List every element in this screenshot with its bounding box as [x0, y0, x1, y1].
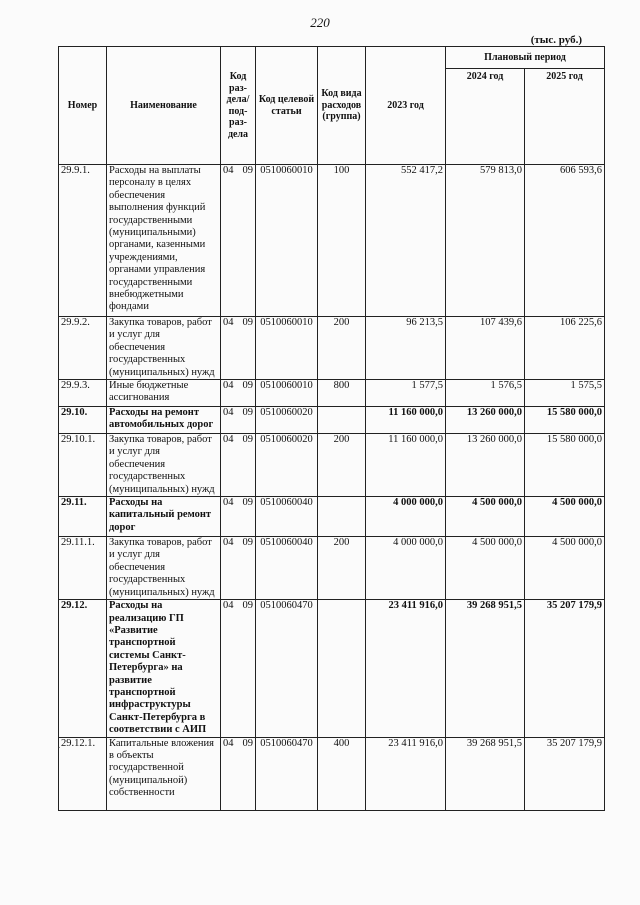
header-2025: 2025 год — [525, 69, 605, 165]
row-2024-value: 4 500 000,0 — [446, 537, 525, 600]
row-number: 29.10.1. — [59, 434, 107, 497]
row-2024-value: 39 268 951,5 — [446, 737, 525, 810]
row-section: 04 — [223, 165, 234, 176]
header-2023: 2023 год — [366, 47, 446, 165]
row-name: Расходы на выплаты персоналу в целях обеспечения выполнения функций государственными (муниципальными) органами, казенными учреждениями, органами управления государственными внебюджетными фондами — [107, 165, 221, 317]
row-2024-value: 13 260 000,0 — [446, 434, 525, 497]
row-subsection: 09 — [242, 407, 253, 419]
table-header — [59, 47, 605, 165]
row-subsection: 09 — [242, 380, 253, 392]
row-2024-value: 39 268 951,5 — [446, 600, 525, 737]
row-expense-type: 100 — [318, 165, 366, 317]
table-row — [59, 434, 605, 497]
row-subsection: 09 — [242, 537, 253, 549]
row-2025-value: 15 580 000,0 — [525, 434, 605, 497]
units-label: (тыс. руб.) — [530, 34, 582, 46]
row-section-code — [221, 407, 256, 434]
row-target-code: 0510060010 — [256, 380, 318, 407]
row-2023-value: 4 000 000,0 — [366, 497, 446, 537]
row-number: 29.11.1. — [59, 537, 107, 600]
row-number: 29.10. — [59, 407, 107, 434]
row-target-code: 0510060020 — [256, 407, 318, 434]
row-subsection: 09 — [242, 497, 253, 509]
row-section: 04 — [223, 497, 234, 509]
row-2023-value: 11 160 000,0 — [366, 407, 446, 434]
row-expense-type — [318, 497, 366, 537]
row-section: 04 — [223, 317, 234, 328]
row-2025-value: 35 207 179,9 — [525, 737, 605, 810]
row-subsection: 09 — [242, 600, 253, 612]
header-number: Номер — [59, 47, 107, 165]
row-2023-value: 4 000 000,0 — [366, 537, 446, 600]
row-expense-type: 200 — [318, 434, 366, 497]
row-expense-type: 800 — [318, 380, 366, 407]
row-2024-value: 107 439,6 — [446, 317, 525, 380]
row-subsection: 09 — [242, 317, 253, 328]
header-name: Наименование — [107, 47, 221, 165]
row-2025-value: 4 500 000,0 — [525, 537, 605, 600]
row-2024-value: 4 500 000,0 — [446, 497, 525, 537]
row-2023-value: 96 213,5 — [366, 317, 446, 380]
row-2025-value: 1 575,5 — [525, 380, 605, 407]
row-target-code: 0510060470 — [256, 600, 318, 737]
row-name: Закупка товаров, работ и услуг для обеспечения государственных (муниципальных) нужд — [107, 317, 221, 380]
row-number: 29.12. — [59, 600, 107, 737]
row-expense-type: 200 — [318, 537, 366, 600]
row-target-code: 0510060020 — [256, 434, 318, 497]
table-row — [59, 537, 605, 600]
row-section: 04 — [223, 737, 234, 749]
header-exp-type: Код вида расходов (группа) — [318, 47, 366, 165]
row-2025-value: 4 500 000,0 — [525, 497, 605, 537]
row-2023-value: 1 577,5 — [366, 380, 446, 407]
row-2024-value: 13 260 000,0 — [446, 407, 525, 434]
row-2025-value: 35 207 179,9 — [525, 600, 605, 737]
table-row — [59, 600, 605, 737]
table-row — [59, 317, 605, 380]
page-number: 220 — [310, 15, 330, 30]
row-section: 04 — [223, 537, 234, 549]
row-expense-type — [318, 600, 366, 737]
row-name: Расходы на реализацию ГП «Развитие транспортной системы Санкт-Петербурга» на развитие транспортной инфраструктуры Санкт-Петербурга в соответствии с АИП — [107, 600, 221, 737]
row-section-code — [221, 317, 256, 380]
table-body — [59, 165, 605, 811]
row-number: 29.9.1. — [59, 165, 107, 317]
table-row — [59, 407, 605, 434]
row-2025-value: 106 225,6 — [525, 317, 605, 380]
row-number: 29.9.3. — [59, 380, 107, 407]
row-section-code — [221, 737, 256, 810]
row-name: Расходы на капитальный ремонт дорог — [107, 497, 221, 537]
row-2023-value: 23 411 916,0 — [366, 600, 446, 737]
row-section: 04 — [223, 407, 234, 419]
table-row — [59, 380, 605, 407]
row-2024-value: 579 813,0 — [446, 165, 525, 317]
row-subsection: 09 — [242, 434, 253, 446]
row-section: 04 — [223, 600, 234, 612]
margin-mark: . — [58, 740, 61, 750]
row-number: 29.11. — [59, 497, 107, 537]
row-target-code: 0510060470 — [256, 737, 318, 810]
row-name: Закупка товаров, работ и услуг для обеспечения государственных (муниципальных) нужд — [107, 434, 221, 497]
row-section: 04 — [223, 434, 234, 446]
row-2023-value: 23 411 916,0 — [366, 737, 446, 810]
header-section: Код раз- дела/ под- раз- дела — [221, 47, 256, 165]
row-2023-value: 552 417,2 — [366, 165, 446, 317]
row-section-code — [221, 165, 256, 317]
header-2024: 2024 год — [446, 69, 525, 165]
row-subsection: 09 — [242, 165, 253, 176]
row-name: Иные бюджетные ассигнования — [107, 380, 221, 407]
row-section: 04 — [223, 380, 234, 392]
row-name: Расходы на ремонт автомобильных дорог — [107, 407, 221, 434]
budget-table — [58, 46, 605, 811]
row-number: 29.12.1. — [59, 737, 107, 810]
header-planned: Плановый период — [446, 47, 605, 69]
row-number: 29.9.2. — [59, 317, 107, 380]
row-name: Закупка товаров, работ и услуг для обеспечения государственных (муниципальных) нужд — [107, 537, 221, 600]
row-subsection: 09 — [242, 737, 253, 749]
row-section-code — [221, 434, 256, 497]
row-section-code — [221, 600, 256, 737]
row-expense-type: 200 — [318, 317, 366, 380]
header-target: Код целевой статьи — [256, 47, 318, 165]
table-row — [59, 497, 605, 537]
row-expense-type — [318, 407, 366, 434]
row-expense-type: 400 — [318, 737, 366, 810]
row-target-code: 0510060010 — [256, 317, 318, 380]
row-section-code — [221, 497, 256, 537]
row-name: Капитальные вложения в объекты государственной (муниципальной) собственности — [107, 737, 221, 810]
row-2025-value: 606 593,6 — [525, 165, 605, 317]
row-target-code: 0510060010 — [256, 165, 318, 317]
row-2023-value: 11 160 000,0 — [366, 434, 446, 497]
row-2024-value: 1 576,5 — [446, 380, 525, 407]
row-2025-value: 15 580 000,0 — [525, 407, 605, 434]
row-target-code: 0510060040 — [256, 537, 318, 600]
row-section-code — [221, 380, 256, 407]
table-row — [59, 165, 605, 317]
table-row — [59, 737, 605, 810]
row-section-code — [221, 537, 256, 600]
row-target-code: 0510060040 — [256, 497, 318, 537]
